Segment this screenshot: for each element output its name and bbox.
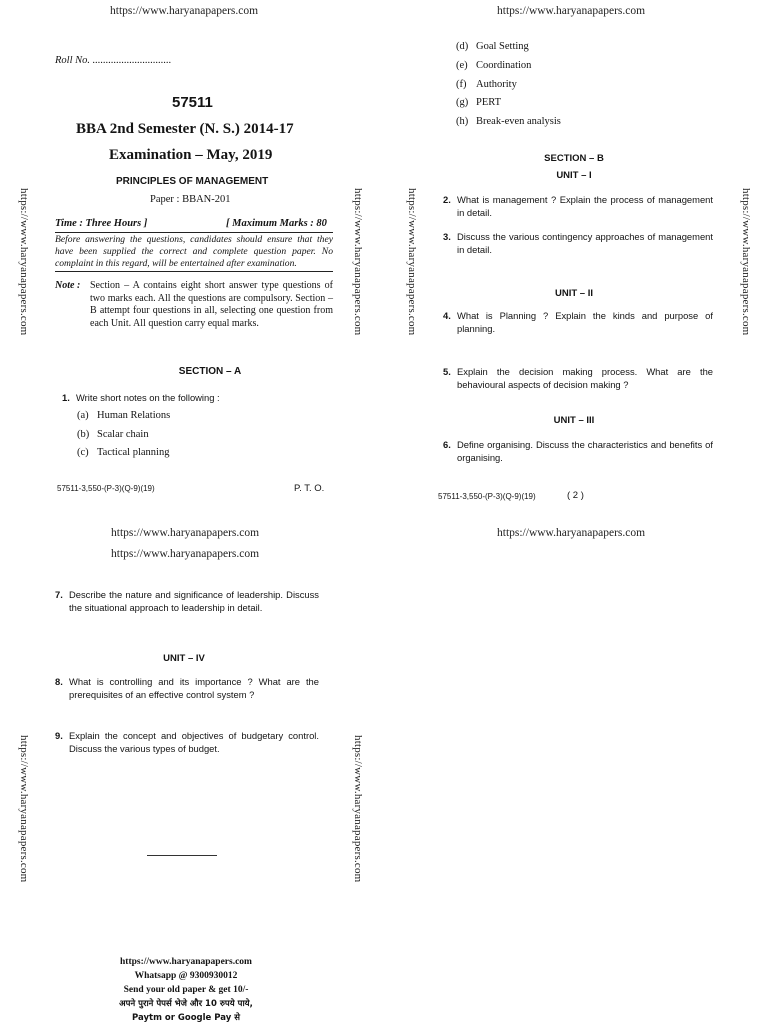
section-a-heading: SECTION – A (178, 366, 242, 377)
page3-top-watermark: https://www.haryanapapers.com (111, 548, 260, 560)
question-2: 2. What is management ? Explain the process of management in detail. (443, 194, 713, 218)
exam-title: Examination – May, 2019 (109, 147, 273, 163)
vertical-watermark-left-bottom: https://www.haryanapapers.com (18, 735, 30, 883)
vertical-watermark-left-top: https://www.haryanapapers.com (18, 188, 30, 336)
middle-left-watermark: https://www.haryanapapers.com (111, 527, 260, 539)
top-right-watermark: https://www.haryanapapers.com (497, 5, 646, 17)
footer-code-page2: 57511-3,550-(P-3)(Q-9)(19) (438, 492, 536, 501)
unit-4-heading: UNIT – IV (163, 653, 205, 664)
item-b: (b) Scalar chain (77, 429, 149, 440)
paper-code: 57511 (172, 94, 213, 111)
instructions: Before answering the questions, candidates should ensure that they have been supplied the correct and complete question paper. No complaint in this regard, will be entertained after examination. (55, 234, 333, 269)
question-3: 3. Discuss the various contingency approaches of management in detail. (443, 231, 713, 255)
question-text: Write short notes on the following : (76, 392, 220, 403)
vertical-watermark-mid2-top: https://www.haryanapapers.com (406, 188, 418, 336)
unit-1-heading: UNIT – I (556, 170, 592, 181)
top-left-watermark: https://www.haryanapapers.com (110, 5, 259, 17)
section-b-heading: SECTION – B (544, 153, 604, 164)
item-f: (f) Authority (456, 79, 517, 90)
item-h: (h) Break-even analysis (456, 116, 561, 127)
note-text: Section – A contains eight short answer type questions of two marks each. All the questions are compulsory. Section – B attempt four questions in all, selecting one question from each Unit. All question carry equal marks. (90, 280, 333, 329)
promo-payment: Paytm or Google Pay से (132, 1013, 240, 1023)
end-rule (147, 855, 217, 856)
promo-url: https://www.haryanapapers.com (120, 957, 252, 967)
vertical-watermark-right-top: https://www.haryanapapers.com (740, 188, 752, 336)
unit-2-heading: UNIT – II (554, 288, 593, 299)
paper-number: Paper : BBAN-201 (150, 194, 231, 205)
page-number: ( 2 ) (567, 490, 584, 501)
roll-number: Roll No. .............................. (55, 55, 172, 66)
question-7: 7. Describe the nature and significance of leadership. Discuss the situational approach to leadership in detail. (55, 589, 319, 613)
note-label: Note : (55, 280, 81, 291)
vertical-watermark-mid-bottom: https://www.haryanapapers.com (352, 735, 364, 883)
subject-title: PRINCIPLES OF MANAGEMENT (116, 176, 269, 187)
promo-offer: Send your old paper & get 10/- (123, 985, 249, 995)
footer-code-page1: 57511-3,550-(P-3)(Q-9)(19) (57, 484, 155, 493)
question-8: 8. What is controlling and its importance ? What are the prerequisites of an effective control system ? (55, 676, 319, 700)
course-title: BBA 2nd Semester (N. S.) 2014-17 (76, 121, 294, 137)
time-label: Time : Three Hours ] (55, 218, 148, 229)
question-6: 6. Define organising. Discuss the characteristics and benefits of organising. (443, 439, 713, 463)
pto: P. T. O. (294, 483, 325, 494)
instructions-underline (55, 271, 333, 272)
item-a: (a) Human Relations (77, 410, 171, 421)
unit-3-heading: UNIT – III (553, 415, 595, 426)
item-e: (e) Coordination (456, 60, 532, 71)
question-9: 9. Explain the concept and objectives of budgetary control. Discuss the various types of budget. (55, 730, 319, 754)
vertical-watermark-mid1-top: https://www.haryanapapers.com (352, 188, 364, 336)
promo-hindi: अपने पुराने पेपर्स भेजे और 10 रुपये पाये, (119, 999, 253, 1009)
max-marks-label: [ Maximum Marks : 80 (226, 218, 327, 229)
promo-block (96, 955, 276, 1025)
question-number: 1. (62, 392, 70, 403)
question-1 (62, 392, 332, 405)
item-d: (d) Goal Setting (456, 41, 529, 52)
question-4: 4. What is Planning ? Explain the kinds and purpose of planning. (443, 310, 713, 334)
time-underline (55, 232, 333, 233)
promo-whatsapp: Whatsapp @ 9300930012 (134, 971, 238, 981)
middle-right-watermark: https://www.haryanapapers.com (497, 527, 646, 539)
item-c: (c) Tactical planning (77, 447, 170, 458)
question-5: 5. Explain the decision making process. What are the behavioural aspects of decision making ? (443, 366, 713, 390)
item-g: (g) PERT (456, 97, 502, 108)
